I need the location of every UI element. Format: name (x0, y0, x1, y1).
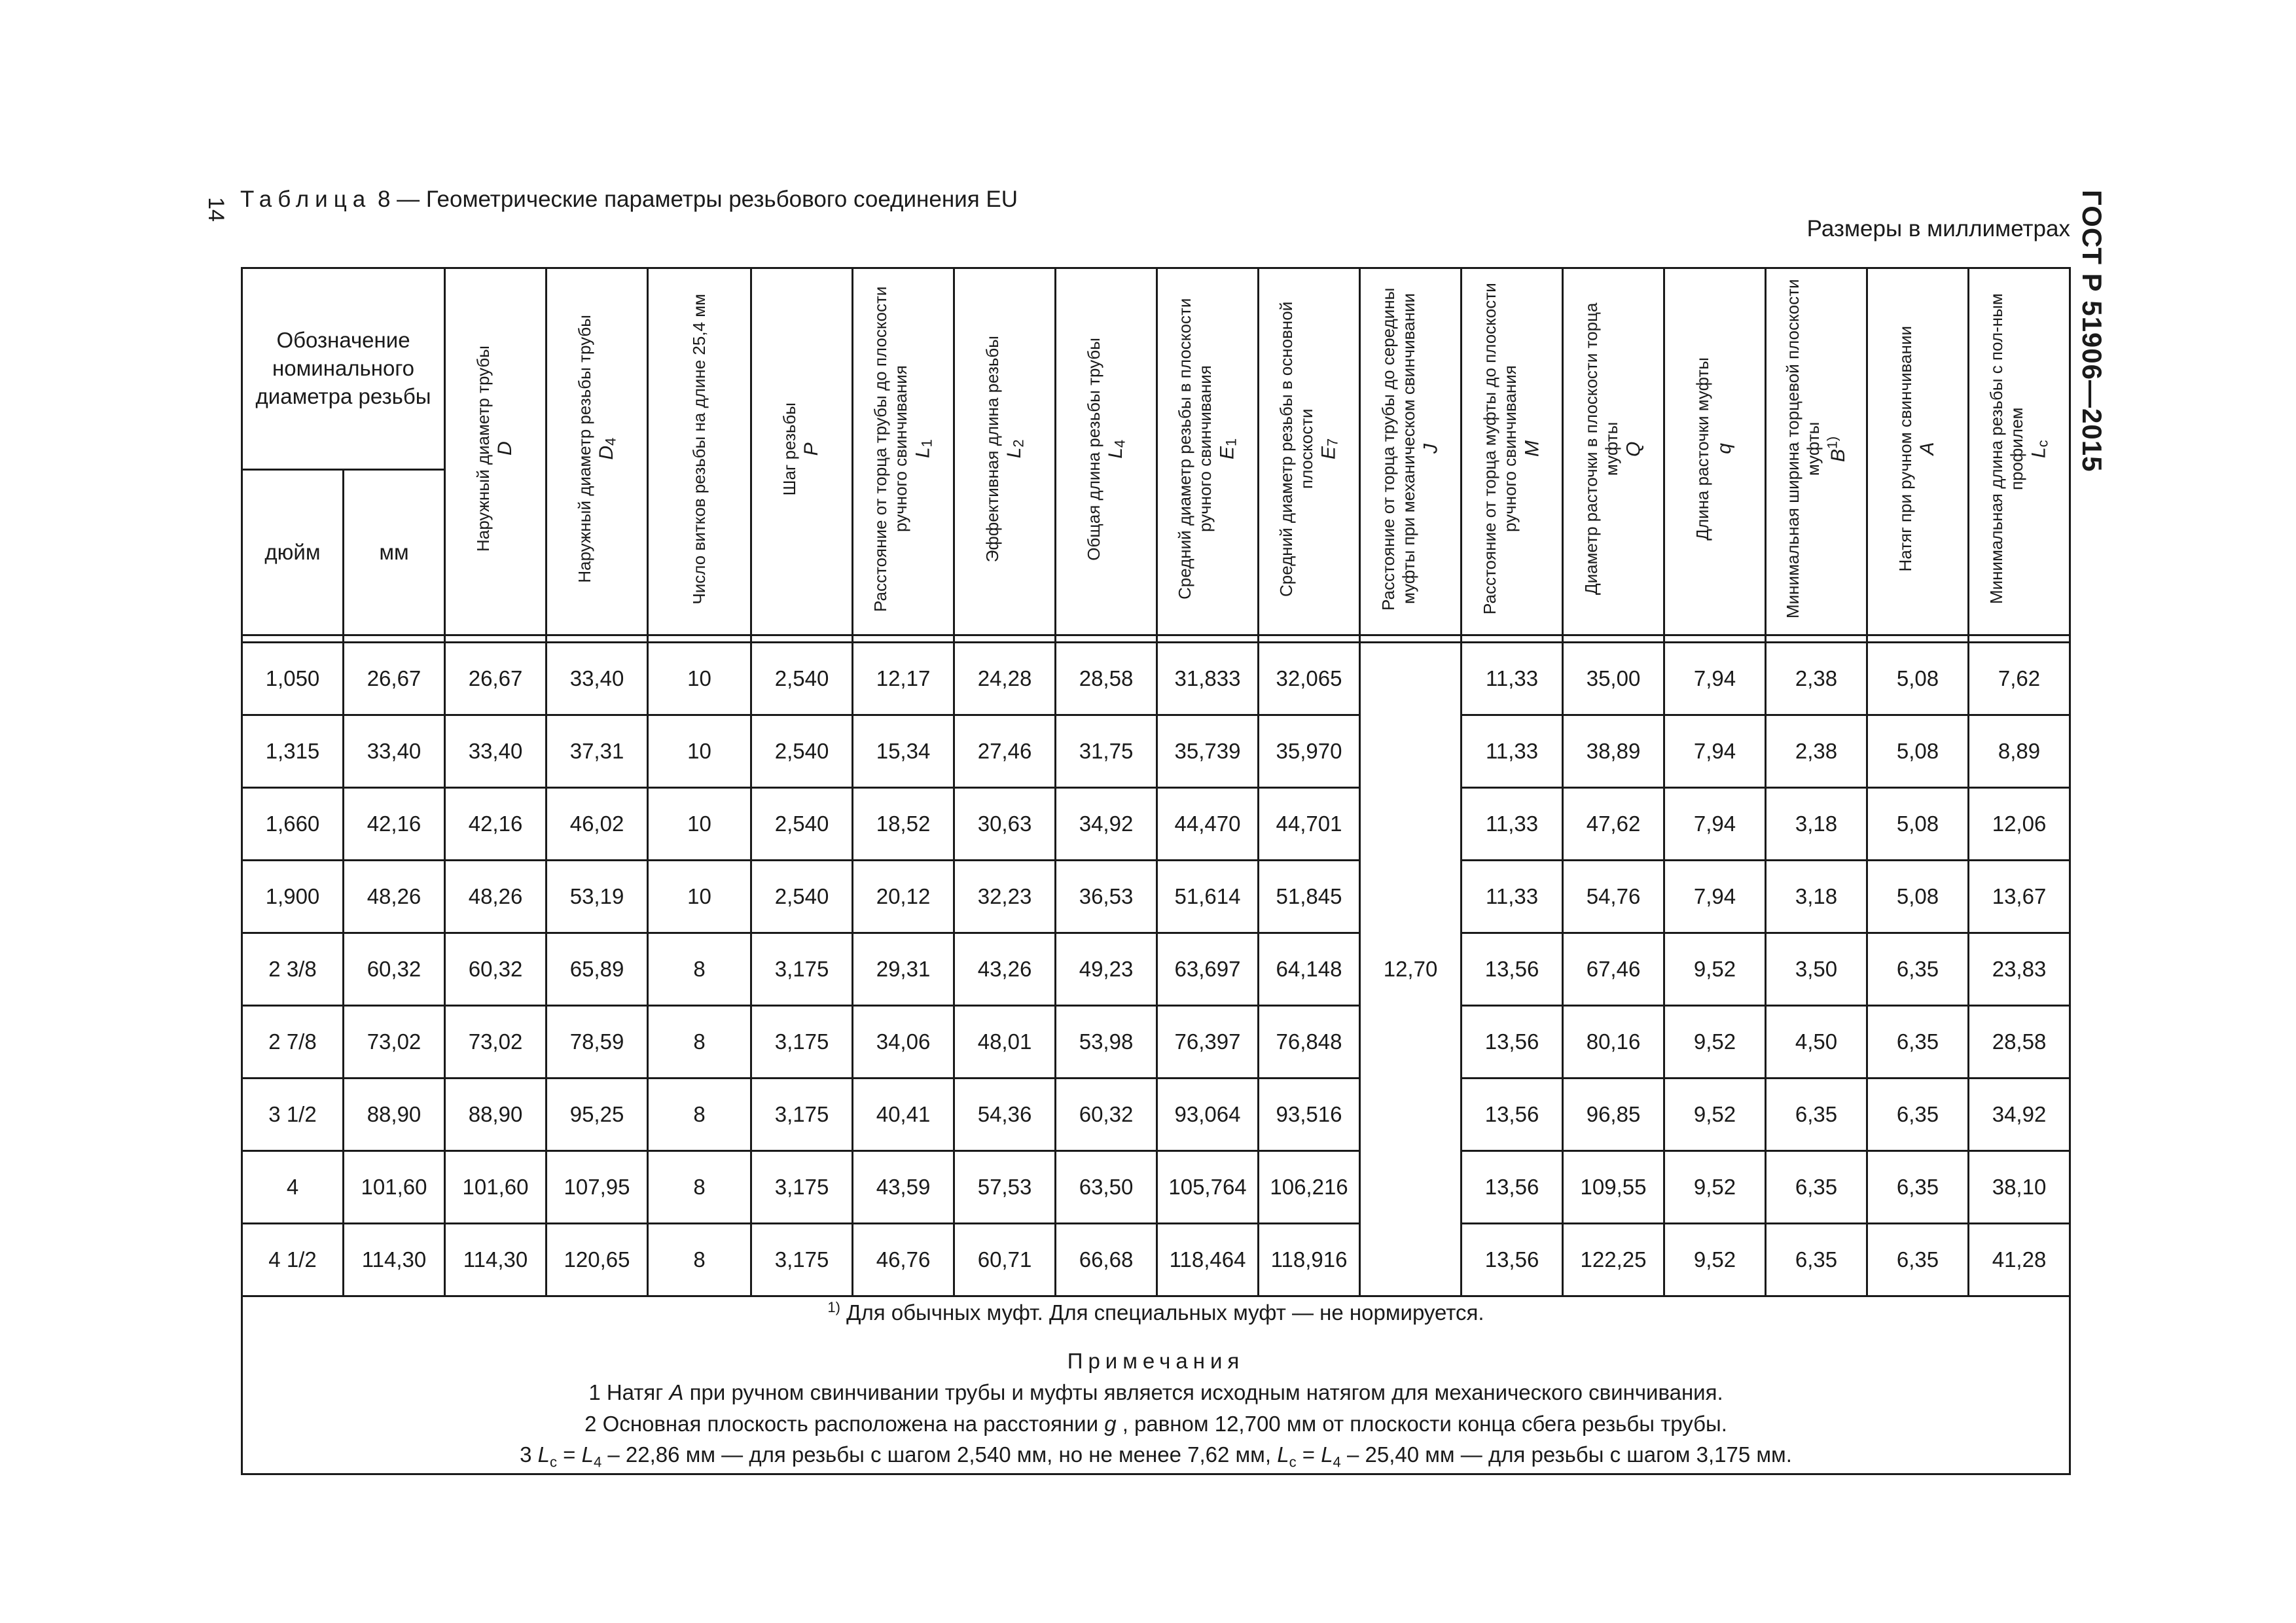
table-cell: 48,01 (954, 1006, 1056, 1079)
header-col-A: Натяг при ручном свинчивании A (1867, 268, 1969, 635)
table-cell: 118,916 (1259, 1224, 1360, 1296)
table-cell: 76,397 (1157, 1006, 1259, 1079)
table-row (242, 1151, 2070, 1224)
table-cell: 7,94 (1664, 643, 1766, 715)
table-cell: 73,02 (445, 1006, 547, 1079)
header-col-E7: Средний диаметр резьбы в основной плоскости $E_7$ (1259, 268, 1360, 635)
table-cell: 31,75 (1056, 715, 1157, 788)
table-cell: 96,85 (1563, 1079, 1664, 1151)
units-note: Размеры в миллиметрах (1806, 216, 2070, 241)
header-inch: дюйм (242, 470, 344, 635)
table-cell: 76,848 (1259, 1006, 1360, 1079)
table-cell: 63,50 (1056, 1151, 1157, 1224)
table-row (242, 1079, 2070, 1151)
table-cell: 35,00 (1563, 643, 1664, 715)
table-cell: 101,60 (344, 1151, 445, 1224)
table-cell: 23,83 (1969, 933, 2070, 1006)
table-body (242, 635, 2070, 1296)
table-cell: 7,94 (1664, 715, 1766, 788)
table-cell: 114,30 (445, 1224, 547, 1296)
table-cell: 7,94 (1664, 861, 1766, 933)
table-cell: 3,175 (751, 1079, 853, 1151)
table-row (242, 1224, 2070, 1296)
table-cell: 57,53 (954, 1151, 1056, 1224)
table-cell: 9,52 (1664, 933, 1766, 1006)
table-cell: 1,900 (242, 861, 344, 933)
table-cell: 38,10 (1969, 1151, 2070, 1224)
table-cell: 34,92 (1969, 1079, 2070, 1151)
table-cell: 7,94 (1664, 788, 1766, 861)
table-cell: 114,30 (344, 1224, 445, 1296)
table-cell: 54,76 (1563, 861, 1664, 933)
notes-title: Примечания (1067, 1348, 1245, 1373)
table-cell: 93,516 (1259, 1079, 1360, 1151)
table-cell: 11,33 (1462, 788, 1563, 861)
table-cell: 60,32 (1056, 1079, 1157, 1151)
table-cell: 5,08 (1867, 715, 1969, 788)
table-cell: 49,23 (1056, 933, 1157, 1006)
table-cell: 3,18 (1766, 788, 1867, 861)
table-cell: 6,35 (1867, 933, 1969, 1006)
table-cell: 1,050 (242, 643, 344, 715)
table-cell: 26,67 (445, 643, 547, 715)
table-cell: 38,89 (1563, 715, 1664, 788)
table-cell: 29,31 (853, 933, 954, 1006)
table-cell: 13,56 (1462, 1151, 1563, 1224)
table-cell: 8 (648, 1079, 751, 1151)
table-cell: 12,06 (1969, 788, 2070, 861)
table-cell: 5,08 (1867, 861, 1969, 933)
table-cell: 36,53 (1056, 861, 1157, 933)
table-cell: 7,62 (1969, 643, 2070, 715)
table-cell: 51,614 (1157, 861, 1259, 933)
header-col-M: Расстояние от торца муфты до плоскости ручного свинчивания M (1462, 268, 1563, 635)
table-cell: 2 7/8 (242, 1006, 344, 1079)
table-cell: 34,92 (1056, 788, 1157, 861)
table-row (242, 715, 2070, 788)
caption-number: 8 (377, 187, 391, 212)
table-cell: 48,26 (445, 861, 547, 933)
table-cell: 1,660 (242, 788, 344, 861)
table-cell: 3,175 (751, 1151, 853, 1224)
table-cell: 88,90 (344, 1079, 445, 1151)
table-cell: 35,970 (1259, 715, 1360, 788)
table-cell: 3,175 (751, 933, 853, 1006)
header-col-Q: Диаметр расточки в плоскости торца муфты Q (1563, 268, 1664, 635)
table-cell: 2,540 (751, 715, 853, 788)
table-cell: 5,08 (1867, 788, 1969, 861)
header-col-L2: Эффективная длина резьбы $L_2$ (954, 268, 1056, 635)
table-cell: 30,63 (954, 788, 1056, 861)
table-row (242, 643, 2070, 715)
table-cell: 2,540 (751, 861, 853, 933)
table-cell: 65,89 (547, 933, 648, 1006)
table-caption (240, 187, 1018, 213)
table-cell: 2,540 (751, 788, 853, 861)
table-cell: 10 (648, 788, 751, 861)
table-cell: 32,23 (954, 861, 1056, 933)
table-cell: 2,38 (1766, 643, 1867, 715)
header-col-turns: Число витков резьбы на длине 25,4 мм (648, 268, 751, 635)
table-cell: 66,68 (1056, 1224, 1157, 1296)
table-cell: 63,697 (1157, 933, 1259, 1006)
table-cell: 15,34 (853, 715, 954, 788)
table-cell: 53,19 (547, 861, 648, 933)
thread-parameters-table (241, 267, 2071, 1475)
table-cell: 6,35 (1867, 1224, 1969, 1296)
table-cell: 107,95 (547, 1151, 648, 1224)
page-number: 14 (204, 197, 229, 222)
footnote: $^{1)}$ Для обычных муфт. Для специальных муфт — не нормируется. (827, 1299, 1484, 1325)
table-cell: 9,52 (1664, 1224, 1766, 1296)
table-cell: 101,60 (445, 1151, 547, 1224)
note-3: 3 $L_c = L_4 - 22,86$ мм — для резьбы с шагом 2,540 мм, но не менее 7,62 мм, $L_c = L_4 - 25,40$ мм — для резьбы с шагом 3,175 мм. (520, 1442, 1792, 1471)
table-cell: 41,28 (1969, 1224, 2070, 1296)
table-cell: 4,50 (1766, 1006, 1867, 1079)
table-cell: 2,540 (751, 643, 853, 715)
table-cell: 6,35 (1867, 1079, 1969, 1151)
table-cell: 44,701 (1259, 788, 1360, 861)
table-cell: 10 (648, 643, 751, 715)
header-col-E1: Средний диаметр резьбы в плоскости ручного свинчивания $E_1$ (1157, 268, 1259, 635)
table-cell: 67,46 (1563, 933, 1664, 1006)
table-row (242, 788, 2070, 861)
table-cell: 10 (648, 715, 751, 788)
table-row (242, 861, 2070, 933)
table-cell: 6,35 (1867, 1151, 1969, 1224)
table-cell: 3,175 (751, 1224, 853, 1296)
header-col-D: Наружный диаметр трубы D (445, 268, 547, 635)
table-row (242, 933, 2070, 1006)
table-cell: 20,12 (853, 861, 954, 933)
table-cell: 42,16 (344, 788, 445, 861)
note-1: 1 Натяг A при ручном свинчивании трубы и муфты является исходным натягом для механического свинчивания. (588, 1380, 1723, 1404)
table-cell: 4 1/2 (242, 1224, 344, 1296)
header-designation: Обозначение номинального диаметра резьбы (242, 268, 445, 470)
table-cell: 43,59 (853, 1151, 954, 1224)
table-cell: 44,470 (1157, 788, 1259, 861)
table-notes (242, 1296, 2070, 1474)
table-cell: 64,148 (1259, 933, 1360, 1006)
table-cell: 2 3/8 (242, 933, 344, 1006)
header-col-D4: Наружный диаметр резьбы трубы $D_4$ (547, 268, 648, 635)
table-cell: 3 1/2 (242, 1079, 344, 1151)
table-cell: 6,35 (1766, 1224, 1867, 1296)
table-cell: 42,16 (445, 788, 547, 861)
table-cell: 34,06 (853, 1006, 954, 1079)
table-cell: 53,98 (1056, 1006, 1157, 1079)
table-cell: 31,833 (1157, 643, 1259, 715)
table-cell: 13,56 (1462, 1079, 1563, 1151)
table-cell: 105,764 (1157, 1151, 1259, 1224)
table-row (242, 1006, 2070, 1079)
table-cell: 10 (648, 861, 751, 933)
table-cell: 8 (648, 1151, 751, 1224)
table-cell: 88,90 (445, 1079, 547, 1151)
table-cell: 95,25 (547, 1079, 648, 1151)
caption-title: — Геометрические параметры резьбового соединения EU (397, 187, 1018, 212)
table-cell: 9,52 (1664, 1006, 1766, 1079)
table-cell: 48,26 (344, 861, 445, 933)
table-cell: 46,76 (853, 1224, 954, 1296)
table-cell: 8,89 (1969, 715, 2070, 788)
table-cell: 18,52 (853, 788, 954, 861)
table-cell: 6,35 (1766, 1151, 1867, 1224)
table-cell: 9,52 (1664, 1079, 1766, 1151)
table-cell: 28,58 (1969, 1006, 2070, 1079)
table-cell: 6,35 (1867, 1006, 1969, 1079)
standard-code: ГОСТ Р 51906—2015 (2077, 190, 2108, 473)
table-cell: 3,18 (1766, 861, 1867, 933)
table-cell: 11,33 (1462, 715, 1563, 788)
table-cell: 26,67 (344, 643, 445, 715)
table-cell: 106,216 (1259, 1151, 1360, 1224)
table-cell: 60,71 (954, 1224, 1056, 1296)
table-cell: 60,32 (445, 933, 547, 1006)
header-col-L1: Расстояние от торца трубы до плоскости ручного свинчивания $L_1$ (853, 268, 954, 635)
table-cell: 46,02 (547, 788, 648, 861)
table-cell: 8 (648, 933, 751, 1006)
table-cell: 2,38 (1766, 715, 1867, 788)
header-col-P: Шаг резьбы P (751, 268, 853, 635)
header-col-L4: Общая длина резьбы трубы $L_4$ (1056, 268, 1157, 635)
table-cell: 8 (648, 1224, 751, 1296)
table-cell: 13,56 (1462, 1006, 1563, 1079)
header-col-q: Длина расточки муфты q (1664, 268, 1766, 635)
table-cell: 33,40 (344, 715, 445, 788)
table-cell: 4 (242, 1151, 344, 1224)
table-cell: 11,33 (1462, 643, 1563, 715)
table-cell: 78,59 (547, 1006, 648, 1079)
table-cell: 120,65 (547, 1224, 648, 1296)
table-cell: 6,35 (1766, 1079, 1867, 1151)
table-cell: 60,32 (344, 933, 445, 1006)
table-cell: 122,25 (1563, 1224, 1664, 1296)
table-cell: 40,41 (853, 1079, 954, 1151)
note-2: 2 Основная плоскость расположена на расстоянии g , равном 12,700 мм от плоскости конца сбега резьбы трубы. (584, 1411, 1727, 1436)
table-cell: 109,55 (1563, 1151, 1664, 1224)
table-cell: 11,33 (1462, 861, 1563, 933)
table-cell: 51,845 (1259, 861, 1360, 933)
header-col-Lc: Минимальная длина резьбы с пол-ным профилем $L_c$ (1969, 268, 2070, 635)
table-cell: 37,31 (547, 715, 648, 788)
table-cell: 1,315 (242, 715, 344, 788)
table-cell: 93,064 (1157, 1079, 1259, 1151)
table-cell: 73,02 (344, 1006, 445, 1079)
header-separator (242, 635, 2070, 643)
table-cell: 35,739 (1157, 715, 1259, 788)
table-cell: 13,67 (1969, 861, 2070, 933)
table-cell: 13,56 (1462, 933, 1563, 1006)
table-cell: 27,46 (954, 715, 1056, 788)
header-col-J: Расстояние от торца трубы до середины муфты при механическом свинчивании J (1360, 268, 1462, 635)
header-mm: мм (344, 470, 445, 635)
table-cell: 28,58 (1056, 643, 1157, 715)
table-cell: 33,40 (445, 715, 547, 788)
table-cell: 33,40 (547, 643, 648, 715)
table-cell: 9,52 (1664, 1151, 1766, 1224)
cell-J-merged: 12,70 (1360, 643, 1462, 1296)
table-cell: 3,50 (1766, 933, 1867, 1006)
table-cell: 80,16 (1563, 1006, 1664, 1079)
table-cell: 118,464 (1157, 1224, 1259, 1296)
table-cell: 24,28 (954, 643, 1056, 715)
header-col-B: Минимальная ширина торцевой плоскости муфты $B^{1)}$ (1766, 268, 1867, 635)
table-cell: 8 (648, 1006, 751, 1079)
table-cell: 54,36 (954, 1079, 1056, 1151)
table-cell: 12,17 (853, 643, 954, 715)
table-cell: 32,065 (1259, 643, 1360, 715)
table-cell: 13,56 (1462, 1224, 1563, 1296)
table-cell: 5,08 (1867, 643, 1969, 715)
table-cell: 3,175 (751, 1006, 853, 1079)
table-cell: 43,26 (954, 933, 1056, 1006)
caption-prefix: Таблица (240, 187, 372, 212)
table-cell: 47,62 (1563, 788, 1664, 861)
